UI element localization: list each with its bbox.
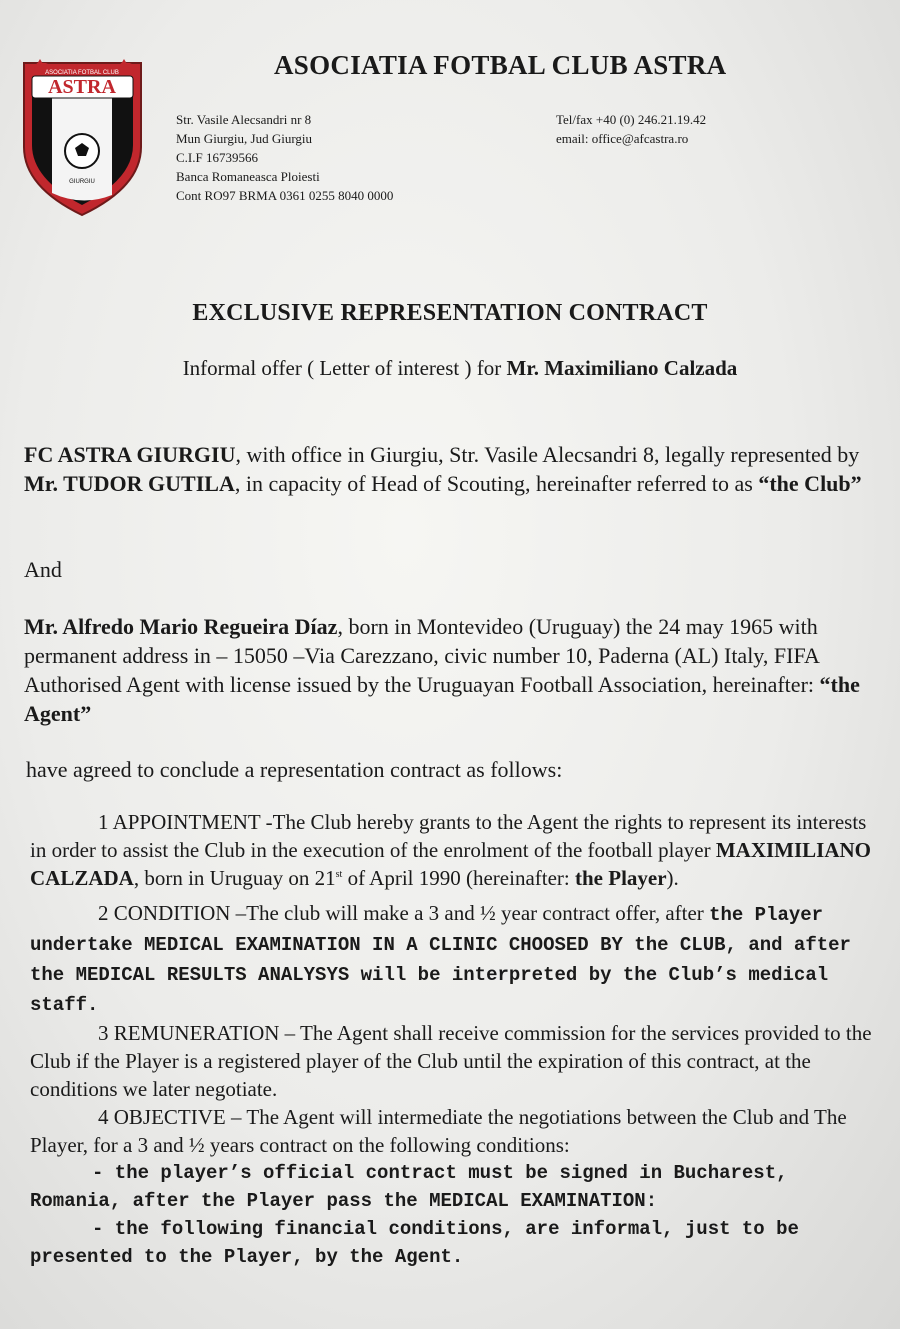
address-line: Cont RO97 BRMA 0361 0255 8040 0000 — [176, 188, 394, 203]
player-name: MAXIMILIANO CALZADA — [30, 838, 871, 890]
crest-bottom-text: GIURGIU — [69, 179, 95, 185]
address-line: C.I.F 16739566 — [176, 150, 258, 165]
clause-remuneration — [30, 1019, 880, 1103]
agent-party-paragraph — [24, 612, 884, 728]
club-address-block — [176, 110, 393, 205]
clause-label: 3 REMUNERATION — [98, 1021, 280, 1045]
agent-alias: “the Agent” — [24, 672, 860, 726]
subtitle-prefix: Informal offer ( Letter of interest ) for — [182, 356, 507, 380]
subtitle-player-name: Mr. Maximiliano Calzada — [506, 356, 738, 380]
clause-text: – The Agent shall receive commission for the services provided to the Club if the Player is a registered player of the Club until the expiration of this contract, at the conditions we later negotiate. — [30, 1021, 872, 1101]
club-name-heading: ASOCIATIA FOTBAL CLUB ASTRA — [274, 50, 727, 80]
clause-label: 4 OBJECTIVE — [98, 1105, 226, 1129]
club-contact-block — [556, 110, 706, 148]
contract-clauses — [30, 808, 880, 1271]
clause-objective — [30, 1103, 880, 1159]
club-representative: Mr. TUDOR GUTILA — [24, 471, 235, 496]
club-party-paragraph — [24, 440, 884, 498]
clause-text: ). — [666, 866, 679, 890]
club-party-name: FC ASTRA GIURGIU — [24, 442, 236, 467]
clause-text: – The Agent will intermediate the negotiations between the Club and The Player, for a 3 and ½ years contract on the following conditions: — [30, 1105, 847, 1157]
player-alias: the Player — [575, 866, 667, 890]
email: email: office@afcastra.ro — [556, 131, 689, 146]
bullet-text: - the following financial conditions, are informal, just to be presented to the Player, by the Agent. — [30, 1218, 799, 1268]
clause-text: , born in Uruguay on 21 — [133, 866, 336, 890]
agent-name: Mr. Alfredo Mario Regueira Díaz — [24, 614, 338, 639]
bullet-text: - the player’s official contract must be signed in Bucharest, Romania, after the Player pass the MEDICAL EXAMINATION: — [30, 1162, 788, 1212]
club-party-text-2: , in capacity of Head of Scouting, hereinafter referred to as — [234, 471, 759, 496]
clause-label: 1 APPOINTMENT — [98, 810, 261, 834]
address-line: Mun Giurgiu, Jud Giurgiu — [176, 131, 313, 146]
agreement-statement: have agreed to conclude a representation contract as follows: — [26, 757, 563, 782]
club-alias: “the Club” — [758, 471, 862, 496]
clause-label: 2 CONDITION — [98, 901, 231, 925]
clause-text: -The Club hereby grants to the Agent the rights to represent its interests in order to assist the Club in the execution of the enrolment of the football player — [30, 810, 867, 862]
agent-party-text: , born in Montevideo (Uruguay) the 24 may 1965 with permanent address in – 15050 –Via Carezzano, civic number 10, Paderna (AL) Italy, FIFA Authorised Agent with license issued by the Uruguayan Football Association, hereinafter: — [24, 614, 820, 697]
clause-text: –The club will make a 3 and ½ year contract offer, after — [230, 901, 710, 925]
phone-fax: Tel/fax +40 (0) 246.21.19.42 — [556, 112, 707, 127]
club-party-text: , with office in Giurgiu, Str. Vasile Alecsandri 8, legally represented by — [235, 442, 860, 467]
address-line: Banca Romaneasca Ploiesti — [176, 169, 320, 184]
crest-top-text: ASOCIATIA FOTBAL CLUB — [45, 70, 119, 76]
club-crest-logo — [20, 55, 145, 217]
ordinal-suffix: st — [335, 869, 343, 880]
contract-subtitle — [0, 356, 900, 381]
clause-appointment — [30, 808, 880, 897]
crest-name-text: ASTRA — [48, 76, 116, 98]
and-connector: And — [24, 557, 62, 582]
clause-text: of April 1990 (hereinafter: — [342, 866, 575, 890]
contract-title: EXCLUSIVE REPRESENTATION CONTRACT — [192, 300, 708, 326]
clause-bold-text: the Player undertake MEDICAL EXAMINATION IN A CLINIC CHOOSED BY the CLUB, and after the MEDICAL RESULTS ANALYSYS will be interpreted by the Club’s medical staff. — [30, 904, 851, 1016]
clause-condition — [30, 899, 880, 1019]
objective-bullet — [30, 1215, 880, 1271]
address-line: Str. Vasile Alecsandri nr 8 — [176, 112, 312, 127]
objective-bullet — [30, 1159, 880, 1215]
